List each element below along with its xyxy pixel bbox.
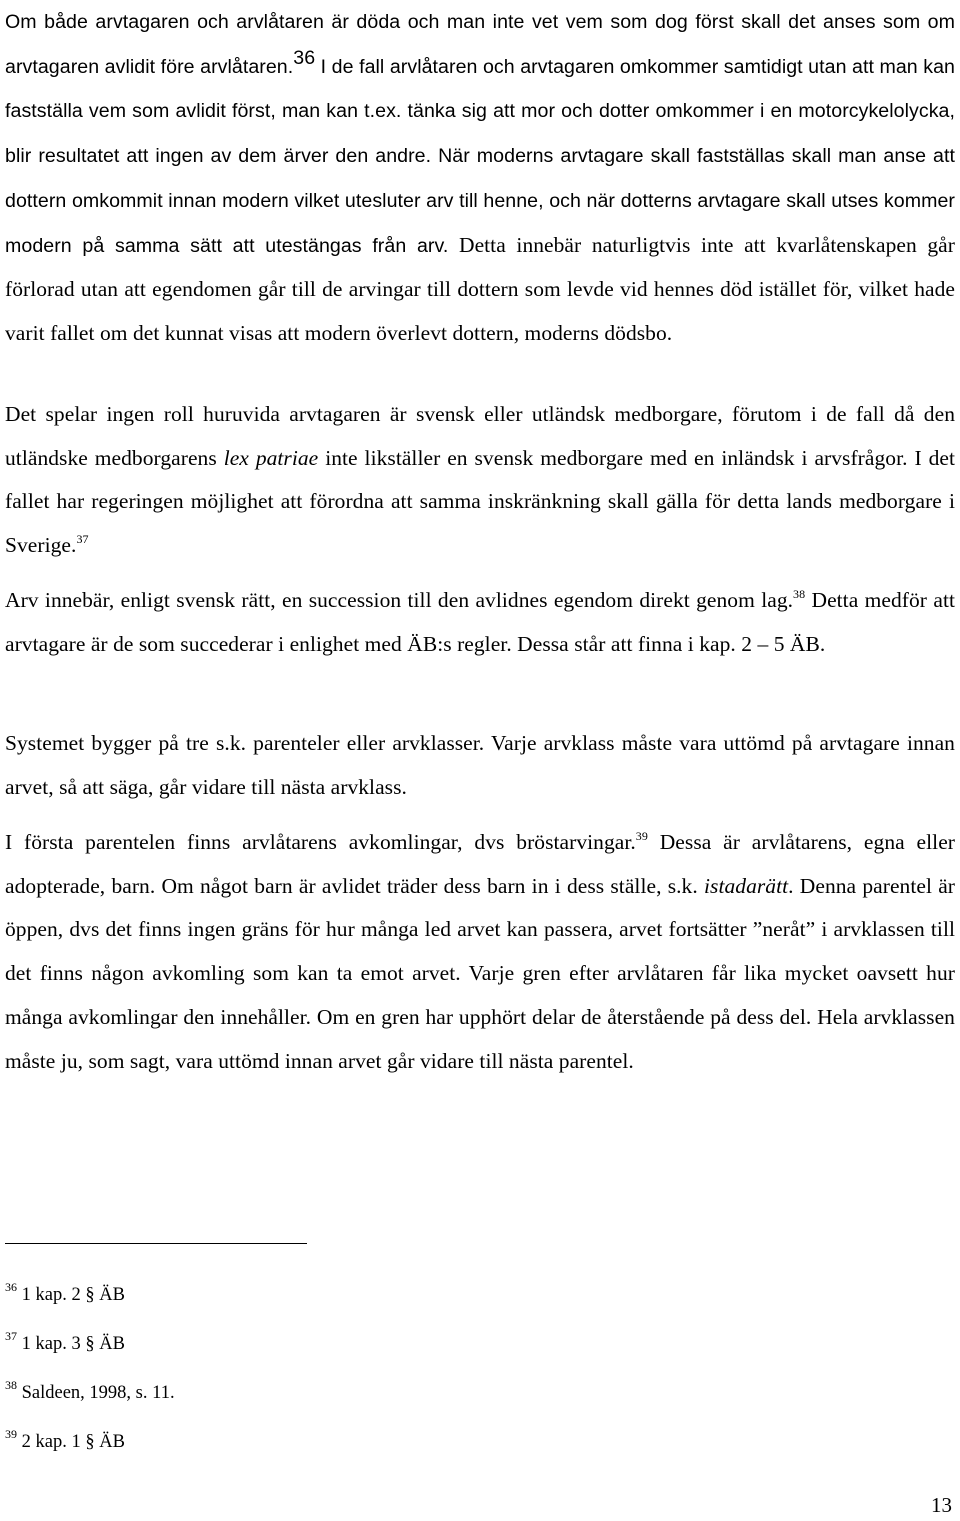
footnote-text: 1 kap. 3 § ÄB [17,1334,125,1354]
paragraph-2-part-b: inte likställer en svensk medborgare med en inländsk i arvsfrågor. I det fallet har regeringen möjlighet att förordna att samma inskränkning skall gälla för detta lands medborgare i Sverige. [5,445,955,558]
paragraph-5-part-b: Dessa är arvlåtarens, egna eller adopterade, barn. Om något barn är avlidet träder dess barn in i dess ställe, s.k. [5,830,955,898]
footnote-number: 37 [5,1329,17,1343]
footnote-number: 39 [5,1427,17,1441]
paragraph-1-part-a: Om både arvtagaren och arvlåtaren är döda och man inte vet vem som dog först skall det anses som om arvtagaren avlidit före arvlåtaren. [5,11,955,78]
footnote-number: 38 [5,1378,17,1392]
paragraph-parentel-system [5,722,955,809]
paragraph-1-part-c: Detta innebär naturligtvis inte att kvarlåtenskapen går förlorad utan att egendomen går till de arvingar till dottern som levde vid hennes död istället för, vilket hade varit fallet om det kunnat visas att modern överlevt dottern, moderns dödsbo. [5,232,955,345]
paragraph-citizenship [5,393,955,568]
paragraph-1-part-b: I de fall arvlåtaren och arvtagaren omkommer samtidigt utan att man kan fastställa vem som avlidit först, man kan t.ex. tänka sig att mor och dotter omkommer i en motorcykelolycka, blir resultatet att ingen av dem ärver den andre. När moderns arvtagare skall fastställas skall man anse att dottern omkommit innan modern vilket utesluter arv till henne, och när dotterns arvtagare skall utses kommer modern på samma sätt att utestängas från arv. [5,55,955,257]
paragraph-inheritance-simultaneous-death [5,0,955,356]
footnote-ref-37: 37 [76,532,89,547]
footnote-ref-38: 38 [793,587,806,601]
page-number: 13 [931,1493,952,1517]
paragraph-3-part-a: Arv innebär, enligt svensk rätt, en succession till den avlidnes egendom direkt genom lag. [5,588,794,612]
footnote-text: 1 kap. 2 § ÄB [17,1285,125,1305]
paragraph-3-part-b: Detta medför att arvtagare är de som succederar i enlighet med ÄB:s regler. Dessa står att finna i kap. 2 – 5 ÄB. [5,588,955,656]
footnote-38 [5,1378,175,1405]
footnote-37 [5,1329,125,1356]
paragraph-5-part-a: I första parentelen finns arvlåtarens avkomlingar, dvs bröstarvingar. [5,830,636,854]
footnote-text: Saldeen, 1998, s. 11. [17,1383,175,1403]
paragraph-2-part-a: Det spelar ingen roll huruvida arvtagaren är svensk eller utländsk medborgare, förutom i de fall då den utländske medborgarens [5,402,955,470]
footnote-separator [5,1243,307,1244]
paragraph-4-text: Systemet bygger på tre s.k. parenteler eller arvklasser. Varje arvklass måste vara uttömd på arvtagare innan arvet, så att säga, går vidare till nästa arvklass. [5,731,955,799]
paragraph-5-part-c: . Denna parentel är öppen, dvs det finns ingen gräns för hur många led arvet kan passera, arvet fortsätter ”neråt” i arvklassen till det finns någon avkomling som kan ta emot arvet. Varje gren efter arvlåtaren får lika mycket oavsett hur många avkomlingar den innehåller. Om en gren har upphört delar de återstående på dess del. Hela arvklassen måste ju, som sagt, vara uttömd innan arvet går vidare till nästa parentel. [5,873,956,1073]
paragraph-2-italic: lex patriae [223,445,319,470]
paragraph-succession [5,579,955,666]
footnote-ref-39: 39 [635,829,648,843]
footnote-ref-36: 36 [293,46,316,69]
footnote-number: 36 [5,1280,17,1294]
paragraph-5-italic: istadarätt [704,873,789,898]
footnote-39 [5,1427,125,1454]
footnote-text: 2 kap. 1 § ÄB [17,1432,125,1452]
footnote-36 [5,1280,125,1307]
paragraph-first-parentel [5,821,955,1083]
